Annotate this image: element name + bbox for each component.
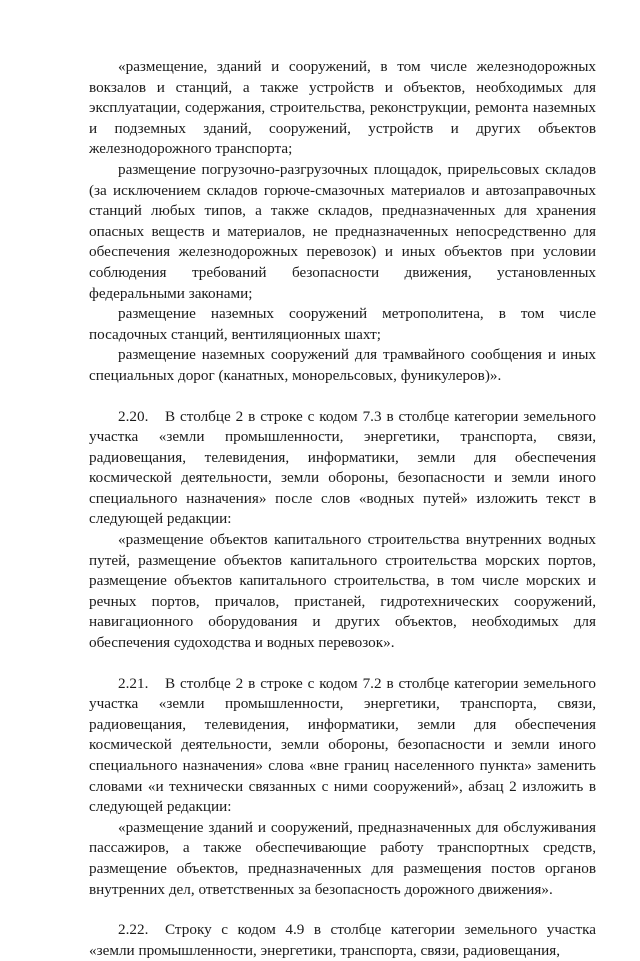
intro-paragraph-loading-areas: размещение погрузочно-разгрузочных площадок, прирельсовых складов (за исключением складов горюче-смазочных материалов и автозаправочных станций любых типов, а также складов, предназначенных для хранения опасных веществ и материалов, не предназначенных непосредственно для обеспечения железнодорожных перевозок) и иных объектов при условии соблюдения требований безопасности движения, установленных федеральными законами; xyxy=(89,160,596,302)
item-2-20-quote: «размещение объектов капитального строительства внутренних водных путей, размещение объектов капитального строительства морских портов, размещение объектов капитального строительства, в том числе морских и речных портов, причалов, пристаней, гидротехнических сооружений, навигационного оборудования и других объектов, необходимых для обеспечения судоходства и водных перевозок». xyxy=(89,531,596,652)
document-body xyxy=(89,57,596,961)
intro-paragraph-metro: размещение наземных сооружений метрополитена, в том числе посадочных станций, вентиляционных шахт; xyxy=(89,305,596,343)
item-2-20-paragraph xyxy=(89,407,596,531)
item-2-21-quote: «размещение зданий и сооружений, предназначенных для обслуживания пассажиров, а также обеспечивающие работу транспортных средств, размещение объектов, предназначенных для размещения постов органов внутренних дел, ответственных за безопасность дорожного движения». xyxy=(89,818,596,898)
intro-paragraph-railway: «размещение, зданий и сооружений, в том числе железнодорожных вокзалов и станций, а также устройств и объектов, необходимых для эксплуатации, содержания, строительства, реконструкции, ремонта наземных и подземных зданий, сооружений, устройств и других объектов железнодорожного транспорта; xyxy=(89,58,596,158)
intro-paragraph-tram: размещение наземных сооружений для трамвайного сообщения и иных специальных дорог (канатных, монорельсовых, фуникулеров)». xyxy=(89,346,596,384)
item-2-22-paragraph xyxy=(89,920,596,961)
item-2-22-number: 2.22. xyxy=(118,921,149,939)
item-2-21-text: В столбце 2 в строке с кодом 7.2 в столбце категории земельного участка «земли промышленности, энергетики, транспорта, связи, радиовещания, телевидения, информатики, земли для обеспечения космической деятельности, земли обороны, безопасности и земли иного специального назначения» слова «вне границ населенного пункта» заменить словами «и технически связанных с ними сооружений», абзац 2 изложить в следующей редакции: xyxy=(89,674,596,816)
item-2-20-number: 2.20. xyxy=(118,407,149,425)
item-2-21-number: 2.21. xyxy=(118,674,149,692)
item-2-20-text: В столбце 2 в строке с кодом 7.3 в столбце категории земельного участка «земли промышленности, энергетики, транспорта, связи, радиовещания, телевидения, информатики, земли для обеспечения космической деятельности, земли обороны, безопасности и земли иного специального назначения» после слов «водных путей» изложить текст в следующей редакции: xyxy=(89,407,596,528)
item-2-21-paragraph xyxy=(89,674,596,818)
item-2-22-text: Строку с кодом 4.9 в столбце категории земельного участка «земли промышленности, энергетики, транспорта, связи, радиовещания, xyxy=(89,921,596,959)
